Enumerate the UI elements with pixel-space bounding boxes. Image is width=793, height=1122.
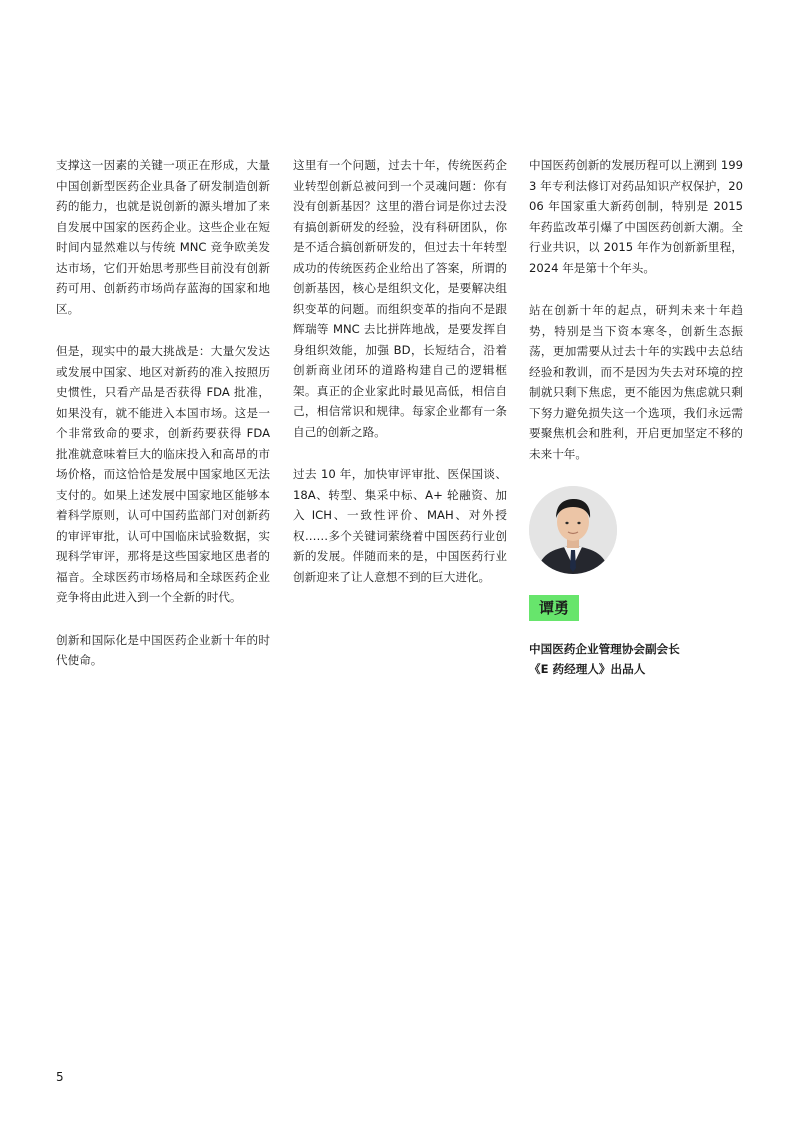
text-column-2 — [293, 155, 507, 609]
text-column-1 — [56, 155, 270, 693]
paragraph: 创新和国际化是中国医药企业新十年的时代使命。 — [56, 632, 270, 667]
paragraph: 中国医药创新的发展历程可以上溯到 1993 年专利法修订对药品知识产权保护，2006 年国家重大新药创制，特别是 2015 年药监改革引爆了中国医药创新大潮。全行业共识，以 2015 年作为创新新里程，2024 年是第十个年头。 — [529, 158, 743, 275]
paragraph: 这里有一个问题，过去十年，传统医药企业转型创新总被问到一个灵魂问题：你有没有创新基因？这里的潜台词是你过去没有搞创新研发的经验，没有科研团队，你是不适合搞创新研发的，但过去十年转型成功的传统医药企业给出了答案，所谓的创新基因，核心是组织文化，是要解决组织变革的问题。而组织变革的指向不是跟辉瑞等 MNC 去比拼阵地战，是要发挥自身组织效能，加强 BD，长短结合，沿着创新商业闭环的道路构建自己的逻辑框架。真正的企业家此时最见高低，相信自己，相信常识和规律。每家企业都有一条自己的创新之路。 — [293, 158, 507, 439]
paragraph: 过去 10 年，加快审评审批、医保国谈、18A、转型、集采中标、A+ 轮融资、加入 ICH、一致性评价、MAH、对外授权……多个关键词萦绕着中国医药行业创新的发展。伴随而来的是，中国医药行业创新迎来了让人意想不到的巨大进化。 — [293, 467, 507, 584]
author-title: 《E 药经理人》出品人 — [529, 662, 646, 676]
text-column-3 — [529, 155, 743, 486]
paragraph: 支撑这一因素的关键一项正在形成，大量中国创新型医药企业具备了研发制造创新药的能力，也就是说创新的源头增加了来自发展中国家的医药企业。这些企业在短时间内显然难以与传统 MNC 竞争欧美发达市场，它们开始思考那些目前没有创新药可用、创新药市场尚存蓝海的国家和地区。 — [56, 158, 270, 316]
author-name-badge: 谭勇 — [529, 595, 579, 621]
author-portrait — [529, 486, 617, 574]
paragraph: 站在创新十年的起点，研判未来十年趋势，特别是当下资本寒冬，创新生态振荡，更加需要从过去十年的实践中去总结经验和教训，而不是因为失去对环境的控制就只剩下焦虑，更不能因为焦虑就只剩下努力避免损失这一个选项，我们永远需要聚焦机会和胜利，开启更加坚定不移的未来十年。 — [529, 303, 743, 461]
page-number: 5 — [56, 1070, 64, 1084]
author-title: 中国医药企业管理协会副会长 — [529, 642, 680, 656]
paragraph: 但是，现实中的最大挑战是：大量欠发达或发展中国家、地区对新药的准入按照历史惯性，只看产品是否获得 FDA 批准，如果没有，就不能进入本国市场。这是一个非常致命的要求，创新药要获得 FDA 批准就意味着巨大的临床投入和高昂的市场价格，而这恰恰是发展中国家地区无法支付的。如果上述发展中国家地区能够本着科学原则，认可中国药监部门对创新药的审评审批，认可中国临床试验数据，实现科学审评，那将是这些国家地区患者的福音。全球医药市场格局和全球医药企业竞争将由此进入到一个全新的时代。 — [56, 344, 270, 604]
